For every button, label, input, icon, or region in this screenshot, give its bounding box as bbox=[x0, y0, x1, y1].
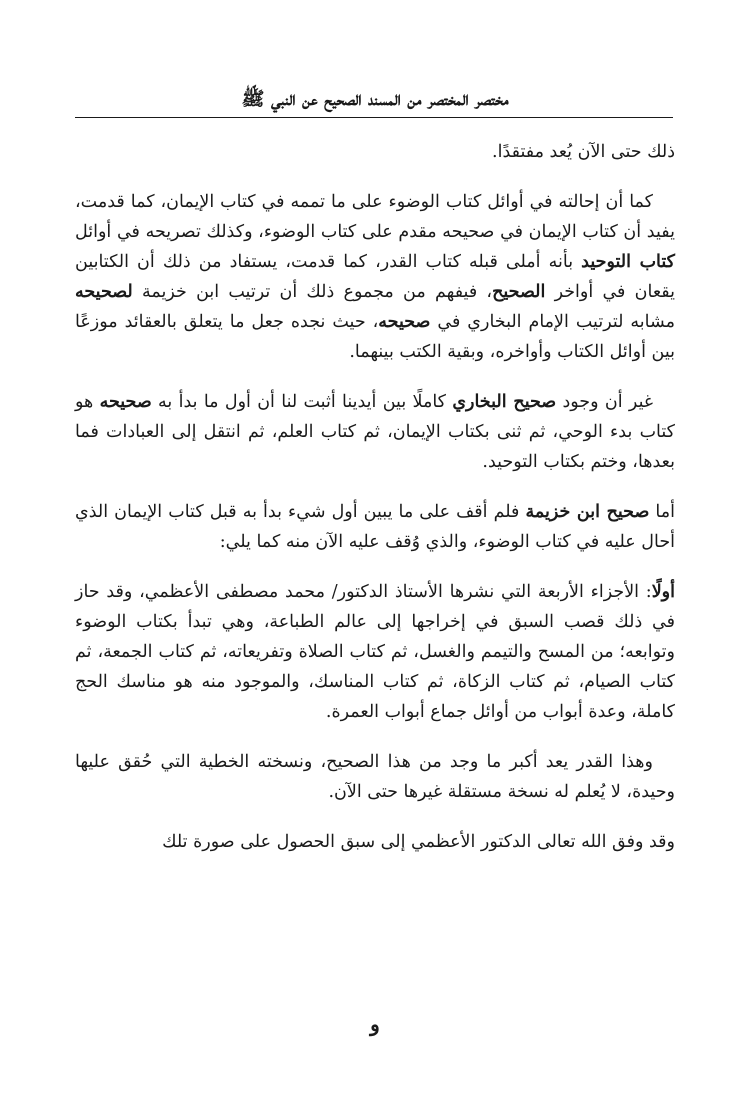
page-number: و bbox=[370, 1012, 380, 1036]
text-run: أما bbox=[649, 502, 675, 522]
emphasis-text: أولًا bbox=[651, 582, 675, 602]
text-run: مشابه لترتيب الإمام البخاري في bbox=[430, 312, 675, 332]
text-run: ، فيفهم من مجموع ذلك أن ترتيب ابن خزيمة bbox=[132, 282, 493, 302]
paragraph bbox=[75, 497, 675, 557]
emphasis-text: صحيح ابن خزيمة bbox=[525, 502, 650, 522]
paragraph bbox=[75, 187, 675, 367]
text-run: ، حيث نجده جعل ما يتعلق بالعقائد موزعًا بين أوائل الكتاب وأواخره، وبقية الكتب بينهما. bbox=[75, 312, 675, 362]
paragraph bbox=[75, 827, 675, 857]
emphasis-text: صحيح البخاري bbox=[452, 392, 557, 412]
paragraph bbox=[75, 747, 675, 807]
emphasis-text: صحيحه bbox=[378, 312, 431, 332]
emphasis-text: لصحيحه bbox=[75, 282, 133, 302]
running-title: مختصر المختصر من المسند الصحيح عن النبي ﷺ bbox=[241, 88, 509, 110]
text-run: ذلك حتى الآن يُعد مفتقدًا. bbox=[492, 142, 675, 162]
paragraph bbox=[75, 137, 675, 167]
text-run: غير أن وجود bbox=[556, 392, 654, 412]
body-text bbox=[75, 137, 675, 877]
emphasis-text: صحيحه bbox=[99, 392, 152, 412]
text-run: هو كتاب بدء الوحي، ثم ثنى بكتاب الإيمان، ثم كتاب العلم، ثم انتقل إلى العبادات فما بعدها، وختم بكتاب التوحيد. bbox=[75, 392, 675, 472]
text-run: : الأجزاء الأربعة التي نشرها الأستاذ الدكتور/ محمد مصطفى الأعظمي، وقد حاز في ذلك قصب السبق في إخراجها إلى عالم الطباعة، وهي تبدأ بكتاب الوضوء وتوابعه؛ من المسح والتيمم والغسل، ثم كتاب الصلاة وتفريعاته، ثم كتاب الجمعة، ثم كتاب الصيام، ثم كتاب الزكاة، ثم كتاب المناسك، والموجود منه هو مناسك الحج كاملة، وعدة أبواب من أوائل جماع أبواب العمرة. bbox=[75, 582, 675, 722]
text-run: فلم أقف على ما يبين أول شيء بدأ به قبل كتاب الإيمان الذي أحال عليه في كتاب الوضوء، والذي وُقف عليه الآن منه كما يلي: bbox=[75, 502, 675, 552]
text-run: كما أن إحالته في أوائل كتاب الوضوء على ما تممه في كتاب الإيمان، كما قدمت، يفيد أن كتاب الإيمان في صحيحه مقدم على كتاب الوضوء، وكذلك تصريحه في أوائل bbox=[75, 192, 675, 242]
text-run: وهذا القدر يعد أكبر ما وجد من هذا الصحيح، ونسخته الخطية التي حُقق عليها وحيدة، لا يُعلم له نسخة مستقلة غيرها حتى الآن. bbox=[75, 752, 675, 802]
header-rule bbox=[75, 117, 673, 118]
emphasis-text: الصحيح bbox=[492, 282, 546, 302]
text-run: بأنه أملى قبله كتاب القدر، كما قدمت، يستفاد من ذلك أن الكتابين يقعان في أواخر bbox=[75, 252, 675, 302]
text-run: وقد وفق الله تعالى الدكتور الأعظمي إلى سبق الحصول على صورة تلك bbox=[162, 832, 675, 852]
text-run: كاملًا بين أيدينا أثبت لنا أن أول ما بدأ به bbox=[151, 392, 453, 412]
paragraph bbox=[75, 387, 675, 477]
paragraph bbox=[75, 577, 675, 727]
emphasis-text: كتاب التوحيد bbox=[581, 252, 676, 272]
